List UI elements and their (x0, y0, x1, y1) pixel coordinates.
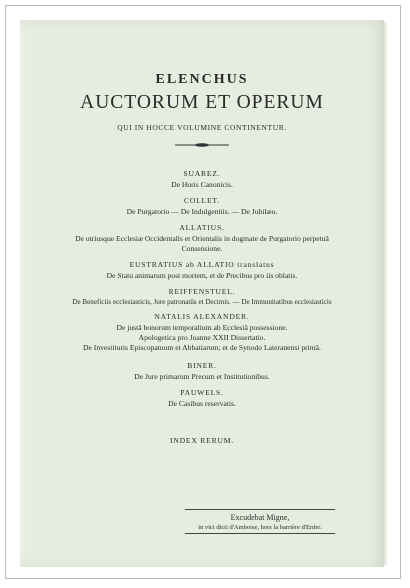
entry-author: ALLATIUS. (179, 223, 225, 232)
entry-author: SUAREZ. (183, 169, 221, 178)
entry-author: PAUWELS. (180, 388, 224, 397)
footer-rule-top (185, 509, 335, 510)
footer-rule-bottom (185, 533, 335, 534)
entry-line: De Horis Canonicis. (171, 180, 233, 189)
entry-author: REIFFENSTUEL. (168, 287, 236, 296)
entry-author: NATALIS ALEXANDER. (154, 312, 250, 321)
index-rerum: INDEX RERUM. (169, 436, 235, 445)
entry-line: De Beneficiis ecclesiasticis, Jure patronatûs et Decimis. — De Immunitatibus ecclesiasticis (72, 298, 332, 306)
entry-line: De Statu animarum post mortem, et de Precibus pro iis oblatis. (106, 271, 298, 280)
entry-line: Consensione. (181, 244, 223, 253)
entry-line: De Purgatorio — De Indulgentiis. — De Jubilæo. (126, 207, 278, 216)
entry-line: De Investituris Episcopatuum et Abbatiarum; et de Synodo Lateranensi primâ. (83, 343, 321, 352)
printer-name: Excudebat Migne, (230, 513, 290, 522)
entry-author: COLLET. (183, 196, 221, 205)
book-page (20, 20, 384, 567)
entry-line: De Jure primarum Precum et Institutionibus. (134, 372, 270, 381)
entry-author: EUSTRATIUS ab ALLATIO translatus (129, 260, 275, 269)
entry-line: Apologetica pro Joanne XXII Dissertatio. (138, 333, 266, 342)
printer-address: in vici dicti d'Amboise, hors la barrière d'Enfer. (198, 524, 322, 531)
entry-line: De Casibus reservatis. (168, 399, 236, 408)
ornament-rule (175, 142, 229, 148)
title-main: AUCTORUM ET OPERUM (80, 92, 324, 113)
entry-author: BINER. (187, 361, 217, 370)
title-subtitle: QUI IN HOCCE VOLUMINE CONTINENTUR. (117, 123, 287, 132)
entry-line: De utriusque Ecclesiæ Occidentalis et Orientalis in dogmate de Purgatorio perpetuâ (75, 234, 329, 243)
title-elenchus: ELENCHUS (155, 72, 249, 87)
entry-line: De justâ bonorum temporalium ab Ecclesiâ possessione. (116, 323, 288, 332)
